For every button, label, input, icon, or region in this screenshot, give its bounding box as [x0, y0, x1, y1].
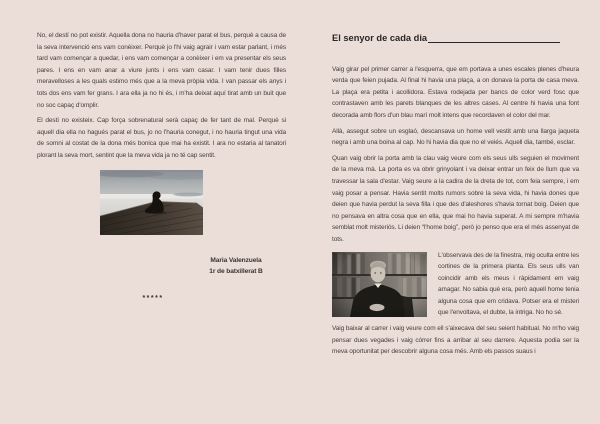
portrait-photo: [332, 252, 427, 317]
dock-photo: [100, 170, 203, 235]
paragraph: El destí no existeix. Cap força sobrenatural serà capaç de fer tant de mal. Perquè si aquell dia ella no hagués parat el bus, jo no l'hauria conegut, i no hauria tingut una vida de somni al costat de la dona més bonica que mai ha existit. I ara no estaria al tanatori plorant la seva mort, sentint que la meva vida ja no té cap sentit.: [37, 117, 286, 159]
story-title-row: [332, 33, 579, 45]
paragraph: Quan vaig obrir la porta amb la clau vaig veure com els seus ulls seguien el moviment de la meva mà. La porta es va obrir grinyolant i va deixar entrar un feix de llum que va travessar la sala d'estar. Vaig seure a la cadira de la dreta de tot, com feia sempre, i em vaig posar a pensar. Havia sentit molts rumors sobre la seva vida, hi havia dones que deien que havia perdut la seva filla i que des d'aleshores s'havia tornat boig. Deien que no pensava en altra cosa que en ella, que mai ho havia superat. A mi sempre m'havia semblat molt misteriós. Li deien “l'home boig”, però jo penso que era el més assenyat de tots.: [332, 154, 579, 243]
title-underline: [428, 41, 560, 43]
left-page-column: [37, 30, 286, 305]
paragraph: L'observava des de la finestra, mig oculta entre les cortines de la primera planta. Els seus ulls van coincidir amb els meus i ràpidament em vaig amagar. No sabia què era, però aquell home tenia alguna cosa que em cridava. Potser era el misteri que l'envoltava, el dubte, la intriga. No ho sé.: [438, 251, 579, 317]
author-name: Maria Valenzuela: [210, 256, 262, 264]
photo-paragraph-block: [332, 250, 579, 320]
paragraph: Vaig baixar al carrer i vaig veure com ell s'aixecava del seu seient habitual. No m'ho vaig pensar dues vegades i vaig córrer fins a arribar al seu darrere. Aquesta podia ser la meva oportunitat per descobrir alguna cosa més. Amb els passos suaus i: [332, 325, 579, 356]
author-block: [175, 255, 297, 278]
paragraph: Vaig girar pel primer carrer a l'esquerra, que em portava a unes escales plenes d'heura verda que feien pujada. Al final hi havia una plaça, a on donava la porta de casa meva. La plaça era petita i acollidora. Estava rodejada per bancs de color verd fosc que contrastaven amb les parets blanques de les altres cases. Al centre hi havia una font decorada amb flors d'un blau marí molt intens que recordaven el color del mar.: [332, 65, 579, 119]
right-page-column: [332, 33, 579, 358]
section-separator: *****: [142, 295, 164, 303]
paragraph: No, el destí no pot existir. Aquella dona no hauria d'haver parat el bus, perquè a causa de la seva intervenció ens vam conèixer. Perquè jo l'hi vaig agrair i vam estar parlant, i més tard vam començar a quedar, i ens vam començar a conèixer i em va presentar els seus pares. I ens en vam anar a viure junts i ens vam casar. I vam tenir dues filles meravelloses a les quals estimo més que a la meva pròpia vida. I van passar els anys i tots dos ens vam fer grans. I ara ella ja no hi és, i m'ha deixat aquí tirat amb un buit que no soc capaç d'omplir.: [37, 32, 286, 109]
paragraph: Allà, assegut sobre un esglaó, descansava un home vell vestit amb una llarga jaqueta negra i amb una boina al cap. No hi havia dia que no el veiés. Aquell dia, també, esclar.: [332, 127, 579, 147]
story-title: El senyor de cada dia: [332, 33, 428, 43]
author-class: 1r de batxillerat B: [209, 267, 263, 275]
